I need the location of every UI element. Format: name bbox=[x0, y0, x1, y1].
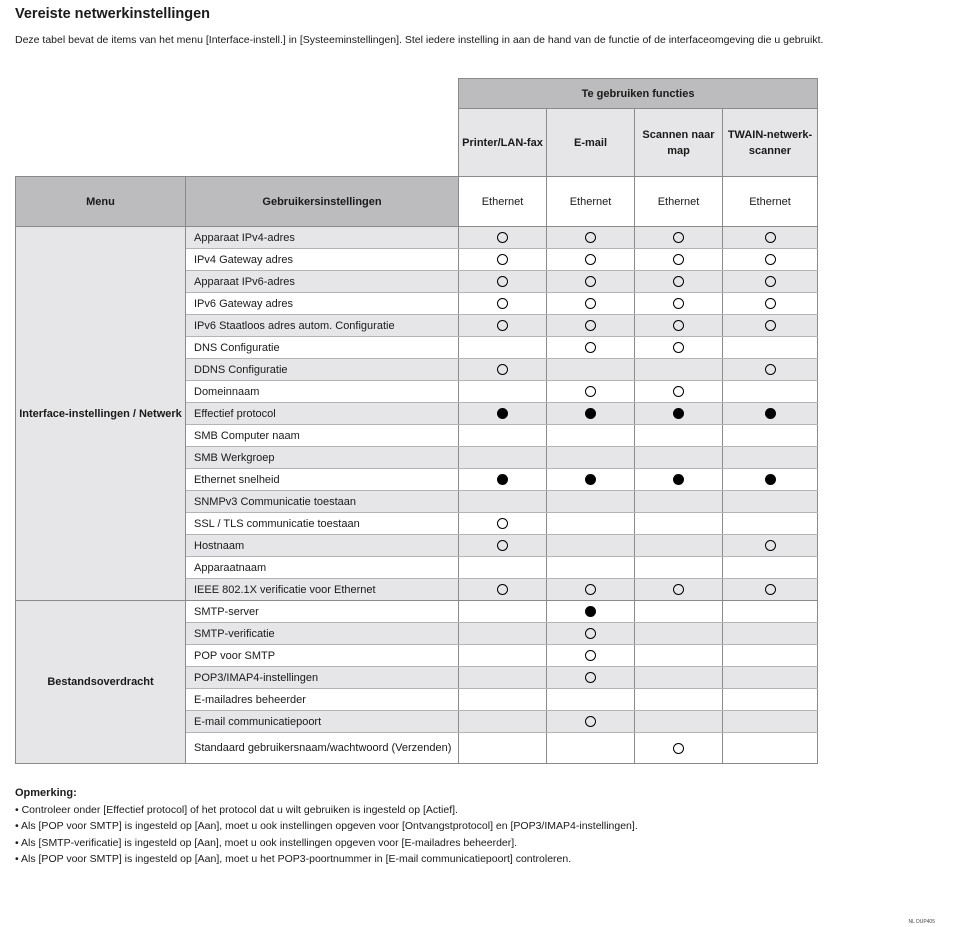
mark-cell-scan-folder bbox=[635, 315, 723, 337]
mark-cell-printer bbox=[459, 403, 547, 425]
mark-cell-printer bbox=[459, 601, 547, 623]
setting-label: Ethernet snelheid bbox=[186, 469, 459, 491]
mark-cell-printer bbox=[459, 557, 547, 579]
mark-cell-scan-folder bbox=[635, 447, 723, 469]
page-title: Vereiste netwerkinstellingen bbox=[15, 6, 211, 22]
mark-cell-printer bbox=[459, 491, 547, 513]
mark-cell-twain bbox=[723, 337, 818, 359]
mark-cell-scan-folder bbox=[635, 359, 723, 381]
open-circle-icon bbox=[497, 232, 508, 243]
open-circle-icon bbox=[497, 540, 508, 551]
open-circle-icon bbox=[585, 650, 596, 661]
mark-cell-twain bbox=[723, 293, 818, 315]
note-item: • Als [POP voor SMTP] is ingesteld op [Aan], moet u het POP3-poortnummer in [E-mail communicatiepoort] controleren. bbox=[15, 853, 572, 865]
setting-label: Domeinnaam bbox=[186, 381, 459, 403]
mark-cell-twain bbox=[723, 425, 818, 447]
mark-cell-twain bbox=[723, 403, 818, 425]
filled-circle-icon bbox=[497, 474, 508, 485]
mark-cell-email bbox=[547, 271, 635, 293]
group-header: Te gebruiken functies bbox=[459, 79, 818, 109]
mark-cell-scan-folder bbox=[635, 601, 723, 623]
mark-cell-email bbox=[547, 469, 635, 491]
mark-cell-scan-folder bbox=[635, 645, 723, 667]
open-circle-icon bbox=[585, 254, 596, 265]
mark-cell-printer bbox=[459, 689, 547, 711]
mark-cell-printer bbox=[459, 271, 547, 293]
mark-cell-printer bbox=[459, 227, 547, 249]
open-circle-icon bbox=[673, 254, 684, 265]
interface-email: Ethernet bbox=[547, 177, 635, 227]
mark-cell-email bbox=[547, 667, 635, 689]
table-row bbox=[16, 227, 818, 249]
mark-cell-scan-folder bbox=[635, 271, 723, 293]
filled-circle-icon bbox=[765, 474, 776, 485]
intro-text: Deze tabel bevat de items van het menu [Interface-instell.] in [Systeeminstellingen]. Stel iedere instelling in aan de hand van de functie of de interfaceomgeving die u gebruikt. bbox=[15, 34, 824, 46]
setting-label: IPv6 Gateway adres bbox=[186, 293, 459, 315]
notes-title: Opmerking: bbox=[15, 787, 77, 799]
settings-header: Gebruikersinstellingen bbox=[186, 177, 459, 227]
setting-label: DNS Configuratie bbox=[186, 337, 459, 359]
mark-cell-email bbox=[547, 359, 635, 381]
setting-label: SNMPv3 Communicatie toestaan bbox=[186, 491, 459, 513]
mark-cell-printer bbox=[459, 293, 547, 315]
mark-cell-twain bbox=[723, 315, 818, 337]
open-circle-icon bbox=[765, 232, 776, 243]
mark-cell-printer bbox=[459, 249, 547, 271]
open-circle-icon bbox=[673, 386, 684, 397]
note-item: • Als [SMTP-verificatie] is ingesteld op [Aan], moet u ook instellingen opgeven voor [E-mailadres beheerder]. bbox=[15, 836, 518, 849]
open-circle-icon bbox=[673, 276, 684, 287]
mark-cell-printer bbox=[459, 337, 547, 359]
open-circle-icon bbox=[765, 364, 776, 375]
mark-cell-email bbox=[547, 293, 635, 315]
open-circle-icon bbox=[765, 254, 776, 265]
menu-cell-file-transfer: Bestandsoverdracht bbox=[16, 601, 186, 764]
open-circle-icon bbox=[585, 320, 596, 331]
setting-label: SSL / TLS communicatie toestaan bbox=[186, 513, 459, 535]
mark-cell-scan-folder bbox=[635, 623, 723, 645]
setting-label: E-mailadres beheerder bbox=[186, 689, 459, 711]
mark-cell-email bbox=[547, 381, 635, 403]
mark-cell-printer bbox=[459, 645, 547, 667]
setting-label: Effectief protocol bbox=[186, 403, 459, 425]
mark-cell-twain bbox=[723, 513, 818, 535]
mark-cell-email bbox=[547, 249, 635, 271]
menu-header: Menu bbox=[16, 177, 186, 227]
setting-label: Apparaat IPv6-adres bbox=[186, 271, 459, 293]
mark-cell-scan-folder bbox=[635, 689, 723, 711]
setting-label: E-mail communicatiepoort bbox=[186, 711, 459, 733]
mark-cell-printer bbox=[459, 513, 547, 535]
mark-cell-twain bbox=[723, 359, 818, 381]
mark-cell-printer bbox=[459, 469, 547, 491]
mark-cell-twain bbox=[723, 491, 818, 513]
mark-cell-twain bbox=[723, 557, 818, 579]
function-header-scan-folder: Scannen naar map bbox=[635, 109, 723, 177]
note-item: • Controleer onder [Effectief protocol] of het protocol dat u wilt gebruiken is ingesteld op [Actief]. bbox=[15, 803, 458, 816]
mark-cell-scan-folder bbox=[635, 491, 723, 513]
menu-cell-interface-network: Interface-instellingen / Netwerk bbox=[16, 227, 186, 601]
mark-cell-twain bbox=[723, 535, 818, 557]
mark-cell-printer bbox=[459, 667, 547, 689]
mark-cell-email bbox=[547, 711, 635, 733]
open-circle-icon bbox=[673, 298, 684, 309]
mark-cell-email bbox=[547, 491, 635, 513]
mark-cell-scan-folder bbox=[635, 293, 723, 315]
filled-circle-icon bbox=[765, 408, 776, 419]
mark-cell-email bbox=[547, 227, 635, 249]
mark-cell-scan-folder bbox=[635, 667, 723, 689]
mark-cell-scan-folder bbox=[635, 469, 723, 491]
mark-cell-twain bbox=[723, 733, 818, 764]
open-circle-icon bbox=[585, 672, 596, 683]
mark-cell-printer bbox=[459, 579, 547, 601]
setting-label: IPv4 Gateway adres bbox=[186, 249, 459, 271]
open-circle-icon bbox=[585, 232, 596, 243]
open-circle-icon bbox=[497, 518, 508, 529]
open-circle-icon bbox=[673, 320, 684, 331]
open-circle-icon bbox=[585, 584, 596, 595]
mark-cell-twain bbox=[723, 579, 818, 601]
mark-cell-twain bbox=[723, 689, 818, 711]
mark-cell-scan-folder bbox=[635, 249, 723, 271]
open-circle-icon bbox=[673, 342, 684, 353]
table-row bbox=[16, 601, 818, 623]
mark-cell-printer bbox=[459, 447, 547, 469]
interface-twain: Ethernet bbox=[723, 177, 818, 227]
setting-label: POP voor SMTP bbox=[186, 645, 459, 667]
function-header-twain: TWAIN-netwerk-scanner bbox=[723, 109, 818, 177]
setting-label: IEEE 802.1X verificatie voor Ethernet bbox=[186, 579, 459, 601]
mark-cell-twain bbox=[723, 601, 818, 623]
open-circle-icon bbox=[585, 386, 596, 397]
open-circle-icon bbox=[585, 276, 596, 287]
open-circle-icon bbox=[497, 276, 508, 287]
function-header-email: E-mail bbox=[547, 109, 635, 177]
filled-circle-icon bbox=[673, 408, 684, 419]
mark-cell-twain bbox=[723, 447, 818, 469]
open-circle-icon bbox=[585, 342, 596, 353]
setting-label: Apparaat IPv4-adres bbox=[186, 227, 459, 249]
open-circle-icon bbox=[673, 743, 684, 754]
setting-label: Apparaatnaam bbox=[186, 557, 459, 579]
mark-cell-email bbox=[547, 601, 635, 623]
open-circle-icon bbox=[673, 584, 684, 595]
function-header-printer: Printer/LAN-fax bbox=[459, 109, 547, 177]
mark-cell-twain bbox=[723, 645, 818, 667]
mark-cell-email bbox=[547, 513, 635, 535]
mark-cell-scan-folder bbox=[635, 403, 723, 425]
mark-cell-printer bbox=[459, 623, 547, 645]
mark-cell-email bbox=[547, 315, 635, 337]
mark-cell-email bbox=[547, 535, 635, 557]
mark-cell-printer bbox=[459, 535, 547, 557]
mark-cell-twain bbox=[723, 271, 818, 293]
mark-cell-email bbox=[547, 425, 635, 447]
filled-circle-icon bbox=[673, 474, 684, 485]
open-circle-icon bbox=[585, 628, 596, 639]
mark-cell-twain bbox=[723, 227, 818, 249]
mark-cell-scan-folder bbox=[635, 227, 723, 249]
mark-cell-email bbox=[547, 733, 635, 764]
filled-circle-icon bbox=[585, 474, 596, 485]
mark-cell-email bbox=[547, 645, 635, 667]
setting-label: SMTP-verificatie bbox=[186, 623, 459, 645]
mark-cell-twain bbox=[723, 249, 818, 271]
mark-cell-scan-folder bbox=[635, 733, 723, 764]
filled-circle-icon bbox=[497, 408, 508, 419]
open-circle-icon bbox=[673, 232, 684, 243]
interface-printer: Ethernet bbox=[459, 177, 547, 227]
note-item: • Als [POP voor SMTP] is ingesteld op [Aan], moet u ook instellingen opgeven voor [Ontvangstprotocol] en [POP3/IMAP4-instellingen]. bbox=[15, 820, 638, 832]
mark-cell-printer bbox=[459, 733, 547, 764]
settings-table bbox=[15, 78, 818, 764]
open-circle-icon bbox=[585, 716, 596, 727]
open-circle-icon bbox=[497, 364, 508, 375]
mark-cell-printer bbox=[459, 711, 547, 733]
mark-cell-email bbox=[547, 447, 635, 469]
open-circle-icon bbox=[497, 320, 508, 331]
mark-cell-scan-folder bbox=[635, 711, 723, 733]
mark-cell-scan-folder bbox=[635, 425, 723, 447]
mark-cell-scan-folder bbox=[635, 381, 723, 403]
mark-cell-email bbox=[547, 403, 635, 425]
mark-cell-twain bbox=[723, 623, 818, 645]
mark-cell-email bbox=[547, 557, 635, 579]
mark-cell-scan-folder bbox=[635, 513, 723, 535]
open-circle-icon bbox=[497, 584, 508, 595]
mark-cell-twain bbox=[723, 381, 818, 403]
open-circle-icon bbox=[765, 276, 776, 287]
open-circle-icon bbox=[585, 298, 596, 309]
setting-label: POP3/IMAP4-instellingen bbox=[186, 667, 459, 689]
notes bbox=[15, 785, 638, 868]
mark-cell-twain bbox=[723, 711, 818, 733]
open-circle-icon bbox=[765, 540, 776, 551]
mark-cell-email bbox=[547, 337, 635, 359]
open-circle-icon bbox=[497, 254, 508, 265]
setting-label: IPv6 Staatloos adres autom. Configuratie bbox=[186, 315, 459, 337]
mark-cell-twain bbox=[723, 667, 818, 689]
mark-cell-scan-folder bbox=[635, 337, 723, 359]
open-circle-icon bbox=[765, 320, 776, 331]
open-circle-icon bbox=[497, 298, 508, 309]
mark-cell-printer bbox=[459, 359, 547, 381]
mark-cell-scan-folder bbox=[635, 579, 723, 601]
interface-scan-folder: Ethernet bbox=[635, 177, 723, 227]
setting-label: SMTP-server bbox=[186, 601, 459, 623]
open-circle-icon bbox=[765, 584, 776, 595]
mark-cell-scan-folder bbox=[635, 535, 723, 557]
document-code: NL DUP405 bbox=[908, 919, 935, 925]
setting-label: SMB Werkgroep bbox=[186, 447, 459, 469]
mark-cell-twain bbox=[723, 469, 818, 491]
mark-cell-email bbox=[547, 623, 635, 645]
setting-label: Standaard gebruikersnaam/wachtwoord (Verzenden) bbox=[186, 733, 459, 764]
mark-cell-printer bbox=[459, 315, 547, 337]
filled-circle-icon bbox=[585, 606, 596, 617]
mark-cell-printer bbox=[459, 425, 547, 447]
mark-cell-email bbox=[547, 579, 635, 601]
mark-cell-email bbox=[547, 689, 635, 711]
setting-label: SMB Computer naam bbox=[186, 425, 459, 447]
mark-cell-scan-folder bbox=[635, 557, 723, 579]
mark-cell-printer bbox=[459, 381, 547, 403]
setting-label: Hostnaam bbox=[186, 535, 459, 557]
filled-circle-icon bbox=[585, 408, 596, 419]
setting-label: DDNS Configuratie bbox=[186, 359, 459, 381]
open-circle-icon bbox=[765, 298, 776, 309]
